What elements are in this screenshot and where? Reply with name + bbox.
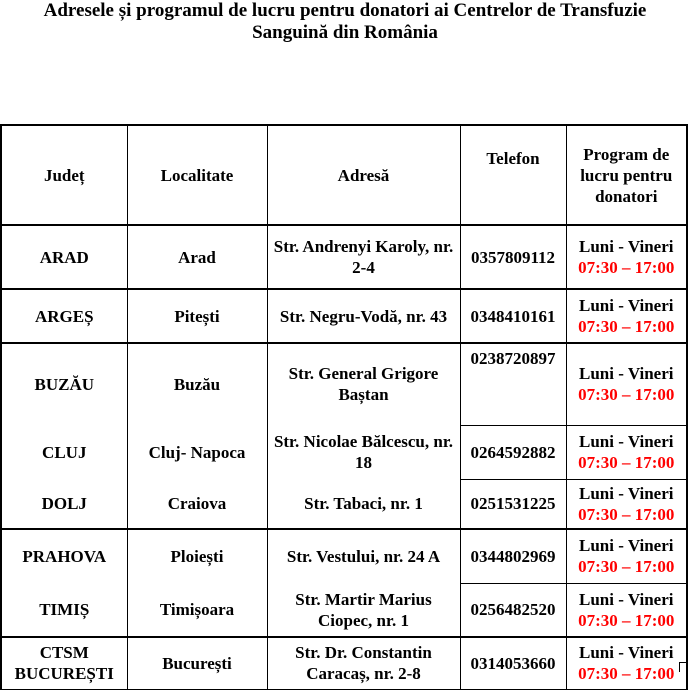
program-days: Luni - Vineri [579,483,674,503]
cell-localitate: Pitești [127,289,267,343]
cell-telefon: 0251531225 [460,479,566,529]
cell-judet: PRAHOVA [1,529,127,583]
cell-program [566,289,687,343]
cell-adresa: Str. Dr. Constantin Caracaș, nr. 2-8 [267,637,460,689]
cell-telefon: 0348410161 [460,289,566,343]
program-hours: 07:30 – 17:00 [578,258,675,277]
transfusion-centers-table [0,124,688,690]
cell-telefon: 0256482520 [460,583,566,637]
cell-program [566,637,687,689]
title-line-1: Adresele și programul de lucru pentru donatori ai Centrelor de Transfuzie [43,0,647,21]
cell-localitate: Arad [127,225,267,289]
cell-localitate: Ploiești [127,529,267,583]
table-row [1,343,687,425]
table-row [1,637,687,689]
header-program: Program de lucru pentru donatori [566,125,687,225]
cell-adresa: Str. Martir Marius Ciopec, nr. 1 [267,583,460,637]
table-row [1,529,687,583]
program-hours: 07:30 – 17:00 [578,385,675,405]
cell-program [566,479,687,529]
table-row [1,425,687,479]
table-row [1,289,687,343]
table-row [1,583,687,637]
cell-localitate: Craiova [127,479,267,529]
program-days: Luni - Vineri [579,296,674,315]
header-localitate: Localitate [127,125,267,225]
header-telefon: Telefon [460,125,566,225]
cell-localitate: București [127,637,267,689]
cell-localitate: Cluj- Napoca [127,425,267,479]
cell-program [566,225,687,289]
program-hours: 07:30 – 17:00 [578,557,675,577]
cell-judet: CTSM BUCUREȘTI [1,637,127,689]
cell-localitate: Buzău [127,343,267,425]
cell-judet: ARGEȘ [1,289,127,343]
cell-program [566,343,687,425]
cell-program [566,425,687,479]
header-adresa: Adresă [267,125,460,225]
cell-adresa: Str. Negru-Vodă, nr. 43 [267,289,460,343]
program-days: Luni - Vineri [579,589,674,609]
cell-telefon: 0357809112 [460,225,566,289]
cell-telefon: 0264592882 [460,425,566,479]
cell-judet: TIMIȘ [1,583,127,637]
cell-program [566,583,687,637]
program-hours: 07:30 – 17:00 [578,317,675,336]
title-line-2: Sanguină din România [252,22,438,43]
header-judet: Județ [1,125,127,225]
cell-adresa: Str. General Grigore Baștan [267,343,460,425]
cell-judet: BUZĂU [1,343,127,425]
program-days: Luni - Vineri [579,643,674,663]
cell-adresa: Str. Nicolae Bălcescu, nr. 18 [267,425,460,479]
program-hours: 07:30 – 17:00 [578,664,675,684]
cell-telefon: 0344802969 [460,529,566,583]
cell-telefon: 0314053660 [460,637,566,689]
cell-program [566,529,687,583]
table-header-row [1,125,687,225]
cell-localitate: Timișoara [127,583,267,637]
program-hours: 07:30 – 17:00 [578,610,675,630]
cell-adresa: Str. Andrenyi Karoly, nr. 2-4 [267,225,460,289]
cell-adresa: Str. Vestului, nr. 24 A [267,529,460,583]
program-days: Luni - Vineri [579,237,674,256]
cell-judet: ARAD [1,225,127,289]
page-title [0,0,690,44]
table-row [1,479,687,529]
cell-judet: DOLJ [1,479,127,529]
table-row [1,225,687,289]
cell-judet: CLUJ [1,425,127,479]
program-days: Luni - Vineri [579,536,674,556]
program-hours: 07:30 – 17:00 [578,453,675,472]
cell-adresa: Str. Tabaci, nr. 1 [267,479,460,529]
program-hours: 07:30 – 17:00 [578,504,675,524]
cell-telefon: 0238720897 [460,343,566,425]
program-days: Luni - Vineri [579,432,674,451]
program-days: Luni - Vineri [579,364,674,384]
